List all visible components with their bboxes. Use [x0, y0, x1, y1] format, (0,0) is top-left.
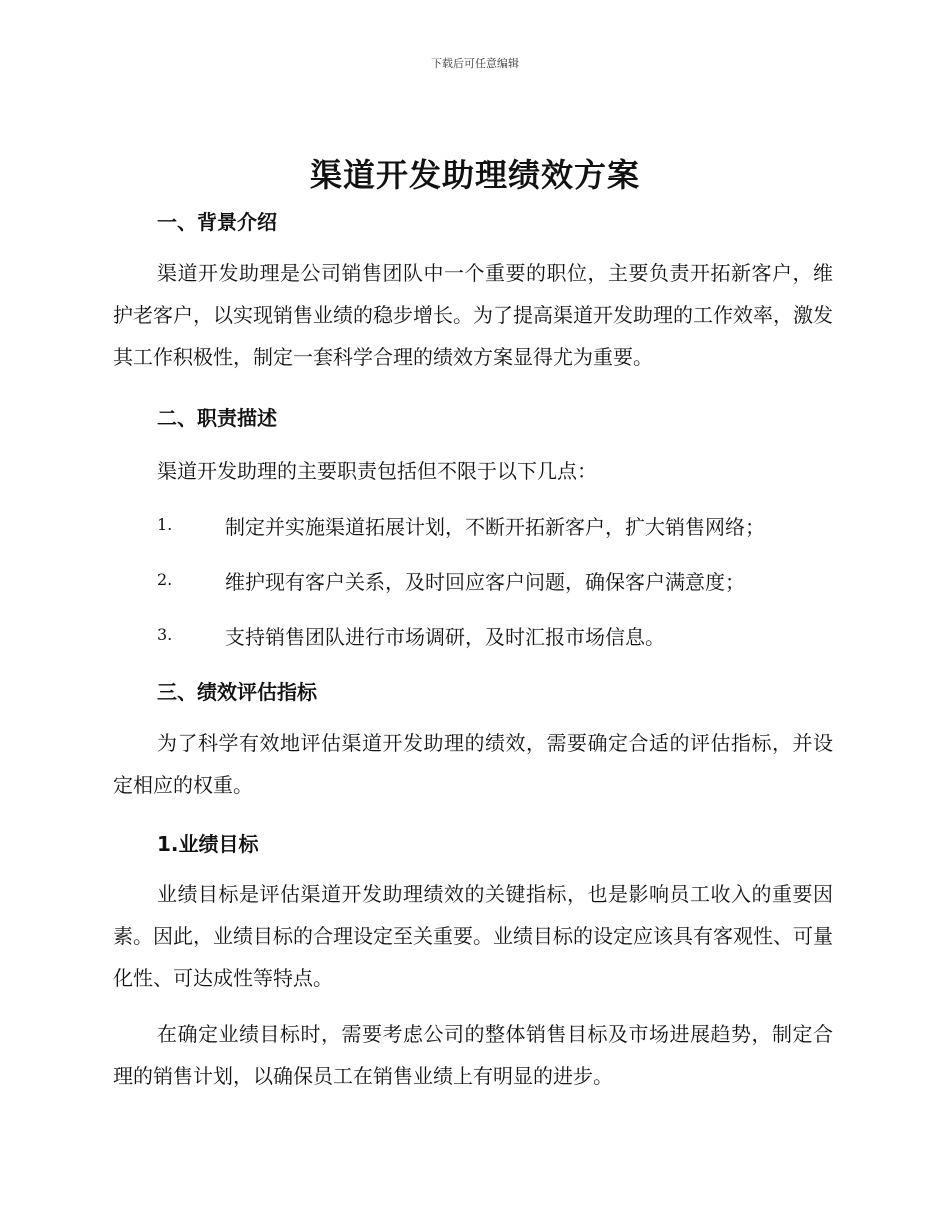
section-heading-duties: 二、职责描述: [157, 406, 277, 430]
list-item-number: 1.: [157, 515, 173, 534]
list-item-text: 制定并实施渠道拓展计划，不断开拓新客户，扩大销售网络；: [225, 515, 765, 539]
page-header: 下载后可任意编辑: [431, 57, 519, 70]
list-item-text: 维护现有客户关系，及时回应客户问题，确保客户满意度；: [225, 570, 745, 594]
background-paragraph: 渠道开发助理是公司销售团队中一个重要的职位，主要负责开拓新客户，维护老客户，以实现销售业绩的稳步增长。为了提高渠道开发助理的工作效率，激发其工作积极性，制定一套科学合理的绩效方案显得尤为重要。: [113, 261, 833, 369]
document-title: 渠道开发助理绩效方案: [309, 156, 640, 194]
list-item-number: 2.: [157, 570, 173, 589]
list-item-number: 3.: [157, 625, 173, 644]
subsection-heading-performance-target: 1.业绩目标: [157, 832, 259, 856]
list-item-text: 支持销售团队进行市场调研，及时汇报市场信息。: [225, 625, 665, 649]
performance-target-paragraph-2: 在确定业绩目标时，需要考虑公司的整体销售目标及市场进展趋势，制定合理的销售计划，以确保员工在销售业绩上有明显的进步。: [113, 1022, 833, 1088]
section-heading-metrics: 三、绩效评估指标: [157, 680, 317, 704]
performance-target-paragraph-1: 业绩目标是评估渠道开发助理绩效的关键指标，也是影响员工收入的重要因素。因此，业绩目标的合理设定至关重要。业绩目标的设定应该具有客观性、可量化性、可达成性等特点。: [113, 882, 833, 990]
section-heading-background: 一、背景介绍: [157, 210, 277, 234]
duties-intro: 渠道开发助理的主要职责包括但不限于以下几点：: [157, 459, 597, 483]
metrics-paragraph: 为了科学有效地评估渠道开发助理的绩效，需要确定合适的评估指标，并设定相应的权重。: [113, 731, 833, 797]
